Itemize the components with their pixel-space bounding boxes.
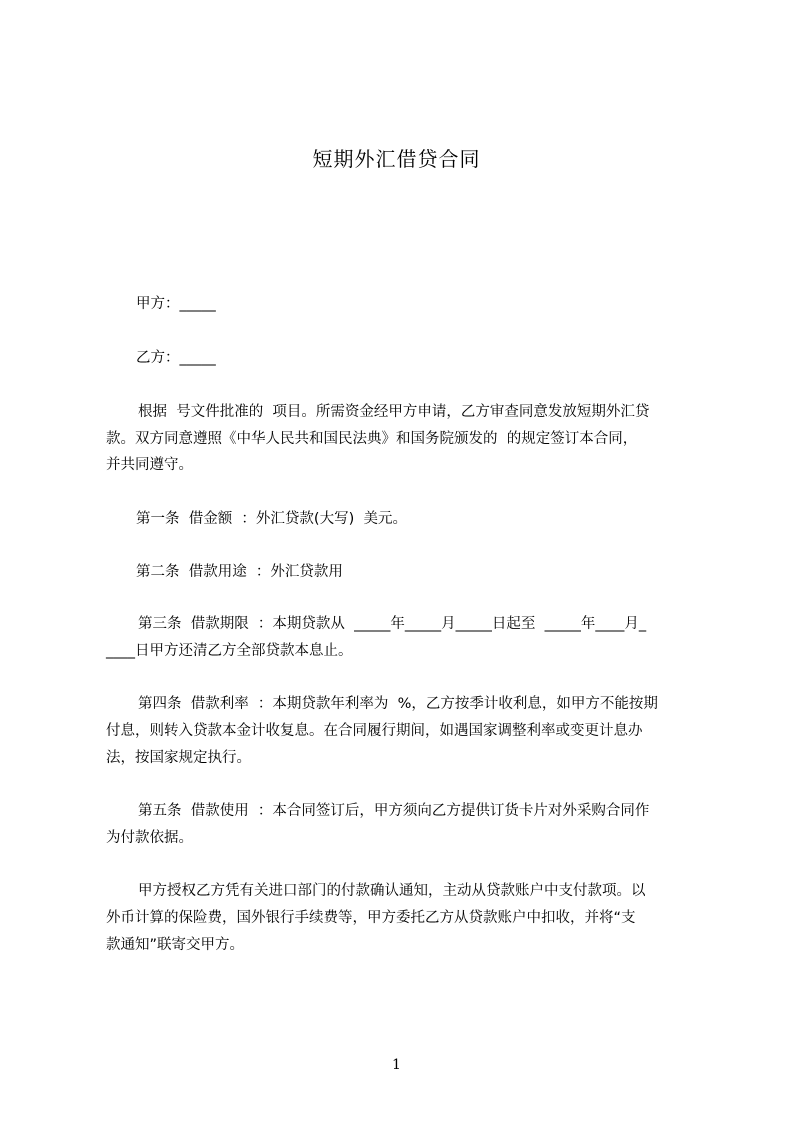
- article-1: 第一条 借金额 ：外汇贷款(大写) 美元。: [136, 511, 407, 527]
- intro-line-3: 并共同遵守。: [106, 457, 193, 473]
- article-4-line-2: 付息，则转入贷款本金计收复息。在合同履行期间，如遇国家调整利率或变更计息办: [106, 723, 643, 739]
- article-4-line-3: 法，按国家规定执行。: [106, 750, 251, 766]
- article-5-line-1: 第五条 借款使用 ：本合同签订后，甲方须向乙方提供订货卡片对外采购合同作: [138, 803, 650, 819]
- article-5-line-2: 为付款依据。: [106, 830, 193, 846]
- page-number: 1: [392, 1057, 401, 1073]
- intro-line-1: 根据 号文件批准的 项目。所需资金经甲方申请，乙方审查同意发放短期外汇贷: [138, 404, 650, 420]
- article-3-line-2: ____日甲方还清乙方全部贷款本息止。: [106, 643, 353, 659]
- authorization-line-2: 外币计算的保险费，国外银行手续费等，甲方委托乙方从贷款账户中扣收，并将“支: [106, 910, 636, 926]
- party-a-line: 甲方：_____: [136, 296, 216, 312]
- party-b-line: 乙方：_____: [136, 350, 216, 366]
- article-3-line-1: 第三条 借款期限 ：本期贷款从 _____年_____月_____日起至 _____年____月_: [138, 616, 647, 632]
- article-4-line-1: 第四条 借款利率 ：本期贷款年利率为 %，乙方按季计收利息，如甲方不能按期: [138, 696, 658, 712]
- intro-line-2: 款。双方同意遵照《中华人民共和国民法典》和国务院颁发的 的规定签订本合同，: [106, 431, 638, 447]
- document-title: 短期外汇借贷合同: [312, 147, 481, 171]
- authorization-line-3: 款通知”联寄交甲方。: [106, 937, 245, 953]
- authorization-line-1: 甲方授权乙方凭有关进口部门的付款确认通知，主动从贷款账户中支付款项。以: [138, 883, 646, 899]
- article-2: 第二条 借款用途 ：外汇贷款用: [136, 564, 343, 580]
